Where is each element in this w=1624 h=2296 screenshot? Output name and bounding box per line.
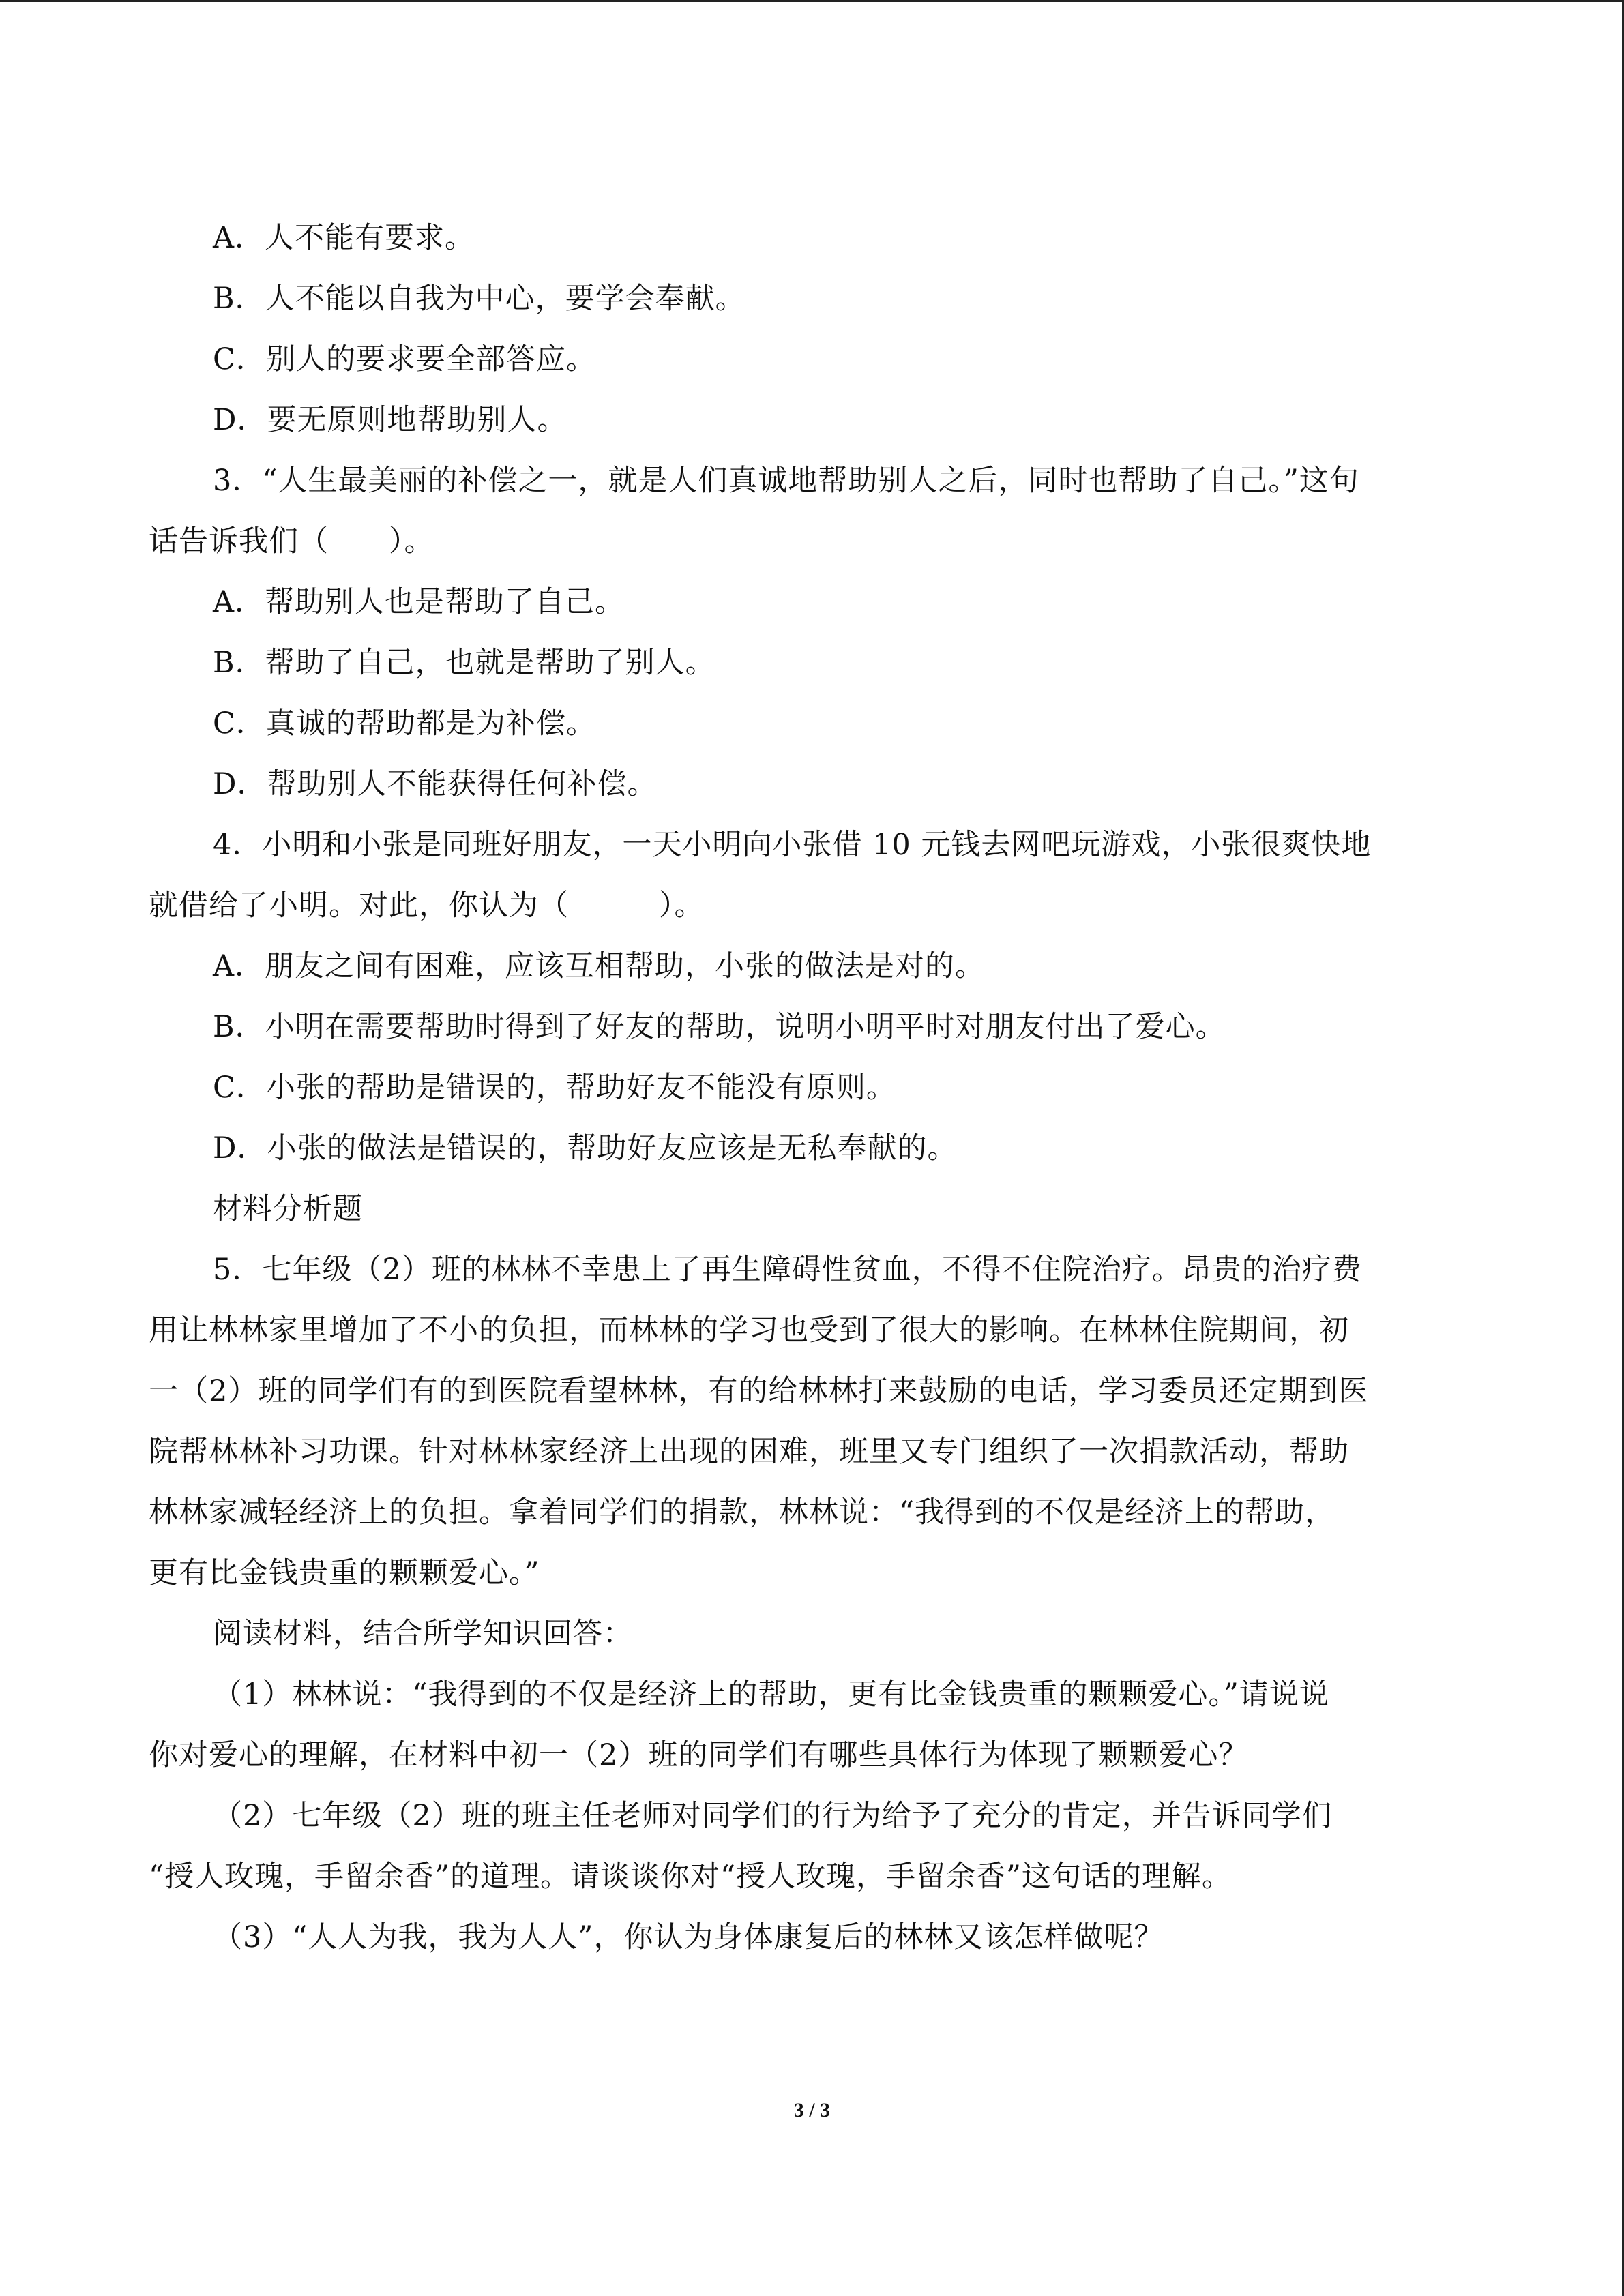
page-number: 3 / 3 [793,2099,831,2121]
q5-sub1-line-2: 你对爱心的理解，在材料中初一（2）班的同学们有哪些具体行为体现了颗颗爱心？ [149,1738,1249,1772]
q5-sub2-line-1: （2）七年级（2）班的班主任老师对同学们的行为给予了充分的肯定，并告诉同学们 [213,1799,1332,1833]
q4-stem-line-1: 4．小明和小张是同班好朋友，一天小明向小张借 10 元钱去网吧玩游戏，小张很爽快地 [213,828,1372,862]
q5-sub2-line-2: “授人玫瑰，手留余香”的道理。请谈谈你对“授人玫瑰，手留余香”这句话的理解。 [149,1860,1232,1894]
q2-option-d: D．要无原则地帮助别人。 [213,403,567,437]
q5-sub3-line-1: （3）“人人为我，我为人人”，你认为身体康复后的林林又该怎样做呢？ [213,1920,1164,1954]
q5-material-line-5: 林林家减轻经济上的负担。拿着同学们的捐款，林林说：“我得到的不仅是经济上的帮助， [149,1495,1335,1530]
q2-option-a: A．人不能有要求。 [213,221,475,255]
q3-option-b: B．帮助了自己，也就是帮助了别人。 [213,646,715,680]
q4-option-c: C．小张的帮助是错误的，帮助好友不能没有原则。 [213,1071,896,1105]
q3-stem-line-1: 3．“人生最美丽的补偿之一，就是人们真诚地帮助别人之后，同时也帮助了自己。”这句 [213,464,1359,498]
q5-material-line-2: 用让林林家里增加了不小的负担，而林林的学习也受到了很大的影响。在林林住院期间，初 [149,1313,1349,1347]
q3-option-c: C．真诚的帮助都是为补偿。 [213,706,596,741]
q5-material-line-3: 一（2）班的同学们有的到医院看望林林，有的给林林打来鼓励的电话，学习委员还定期到医 [149,1374,1369,1408]
q3-option-a: A．帮助别人也是帮助了自己。 [213,585,625,619]
q4-stem-line-2: 就借给了小明。对此，你认为（ ）。 [149,889,705,923]
q5-material-line-1: 5．七年级（2）班的林林不幸患上了再生障碍性贫血，不得不住院治疗。昂贵的治疗费 [213,1253,1362,1287]
q4-option-b: B．小明在需要帮助时得到了好友的帮助，说明小明平时对朋友付出了爱心。 [213,1010,1226,1044]
section-heading: 材料分析题 [213,1192,363,1226]
q2-option-c: C．别人的要求要全部答应。 [213,342,596,376]
q4-option-a: A．朋友之间有困难，应该互相帮助，小张的做法是对的。 [213,949,986,983]
document-body [149,208,1475,1968]
q5-material-line-6: 更有比金钱贵重的颗颗爱心。” [149,1556,540,1590]
q2-option-b: B．人不能以自我为中心，要学会奉献。 [213,282,745,316]
q4-option-d: D．小张的做法是错误的，帮助好友应该是无私奉献的。 [213,1131,958,1165]
q5-sub1-line-1: （1）林林说：“我得到的不仅是经济上的帮助，更有比金钱贵重的颗颗爱心。”请说说 [213,1678,1329,1712]
q5-instruction: 阅读材料，结合所学知识回答： [213,1617,633,1651]
q3-stem-line-2: 话告诉我们（ ）。 [149,524,434,558]
q5-material-line-4: 院帮林林补习功课。针对林林家经济上出现的困难，班里又专门组织了一次捐款活动，帮助 [149,1435,1349,1469]
q3-option-d: D．帮助别人不能获得任何补偿。 [213,767,658,801]
